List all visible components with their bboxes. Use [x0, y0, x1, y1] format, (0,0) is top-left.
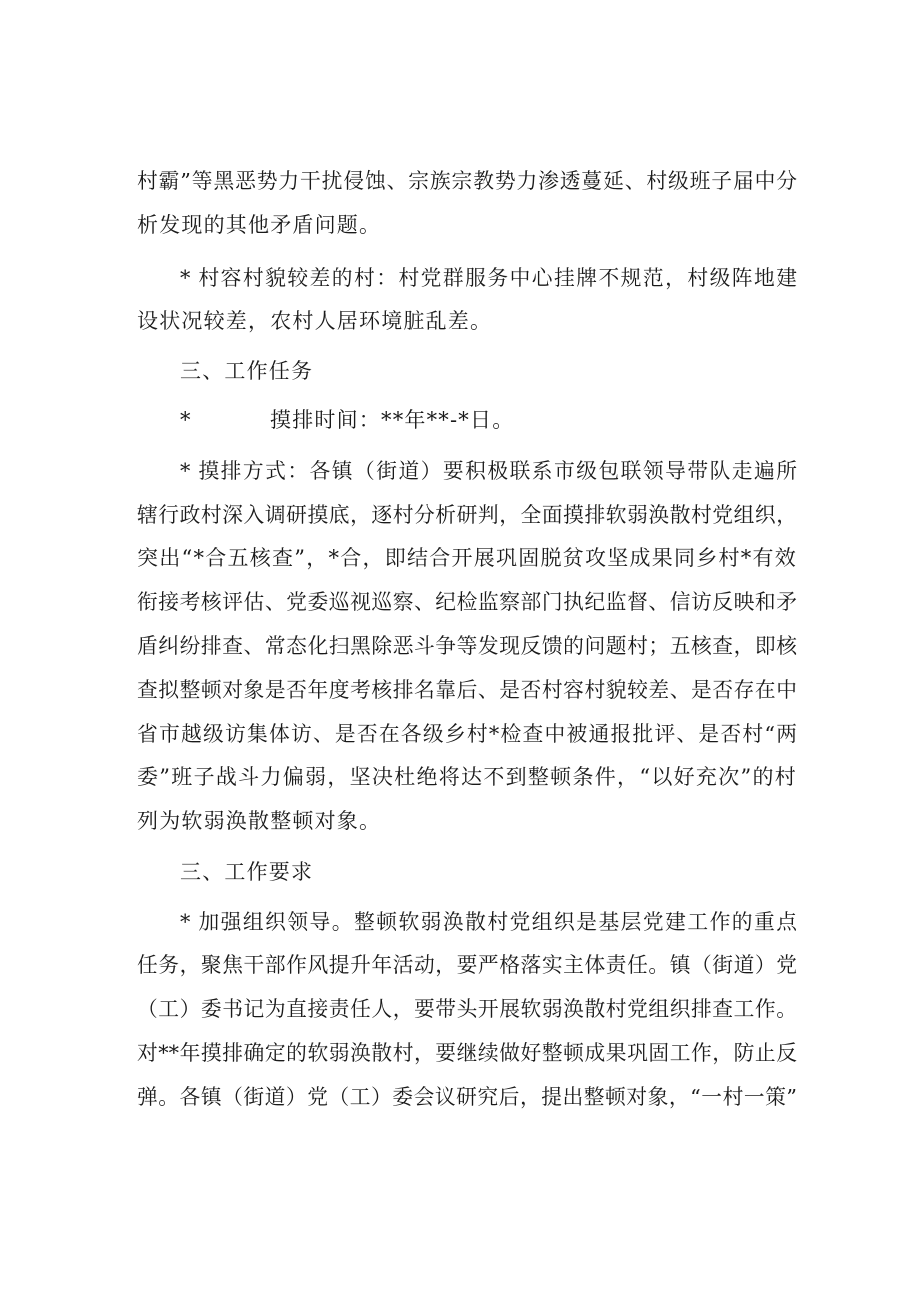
body-line: 弹。各镇（街道）党（工）委会议研究后，提出整顿对象，“一村一策” [137, 1085, 797, 1109]
body-line: 对**年摸排确定的软弱涣散村，要继续做好整顿成果巩固工作，防止反 [137, 1041, 797, 1065]
section-heading: 三、工作要求 [180, 860, 314, 884]
body-line: 衔接考核评估、党委巡视巡察、纪检监察部门执纪监督、信访反映和矛 [137, 590, 797, 614]
body-line: 辖行政村深入调研摸底，逐村分析研判，全面摸排软弱涣散村党组织， [137, 503, 797, 527]
body-line: * 加强组织领导。整顿软弱涣散村党组织是基层党建工作的重点 [180, 910, 797, 934]
body-line: 省市越级访集体访、是否在各级乡村*检查中被通报批评、是否村“两 [137, 722, 797, 746]
body-line: 析发现的其他矛盾问题。 [137, 213, 382, 237]
body-line: * 村容村貌较差的村：村党群服务中心挂牌不规范，村级阵地建 [180, 266, 797, 290]
body-line: * 摸排方式：各镇（街道）要积极联系市级包联领导带队走遍所 [180, 459, 797, 483]
body-line: 盾纠纷排查、常态化扫黑除恶斗争等发现反馈的问题村；五核查，即核 [137, 634, 797, 658]
body-line: 设状况较差，农村人居环境脏乱差。 [137, 309, 493, 333]
body-line: 委”班子战斗力偏弱，坚决杜绝将达不到整顿条件，“以好充次”的村 [137, 765, 797, 789]
body-line: 列为软弱涣散整顿对象。 [137, 809, 382, 833]
body-line: 村霸”等黑恶势力干扰侵蚀、宗族宗教势力渗透蔓延、村级班子届中分 [137, 169, 798, 193]
body-line [180, 405, 797, 435]
bullet-marker: * [180, 408, 192, 432]
body-line: 任务，聚焦干部作风提升年活动，要严格落实主体责任。镇（街道）党 [137, 953, 797, 977]
body-line: 突出“*合五核查”，*合，即结合开展巩固脱贫攻坚成果同乡村*有效 [137, 546, 797, 570]
section-heading: 三、工作任务 [180, 359, 314, 383]
body-text: 摸排时间：**年**-*日。 [270, 408, 515, 432]
body-line: （工）委书记为直接责任人，要带头开展软弱涣散村党组织排查工作。 [137, 997, 797, 1021]
body-line: 查拟整顿对象是否年度考核排名靠后、是否村容村貌较差、是否存在中 [137, 678, 797, 702]
